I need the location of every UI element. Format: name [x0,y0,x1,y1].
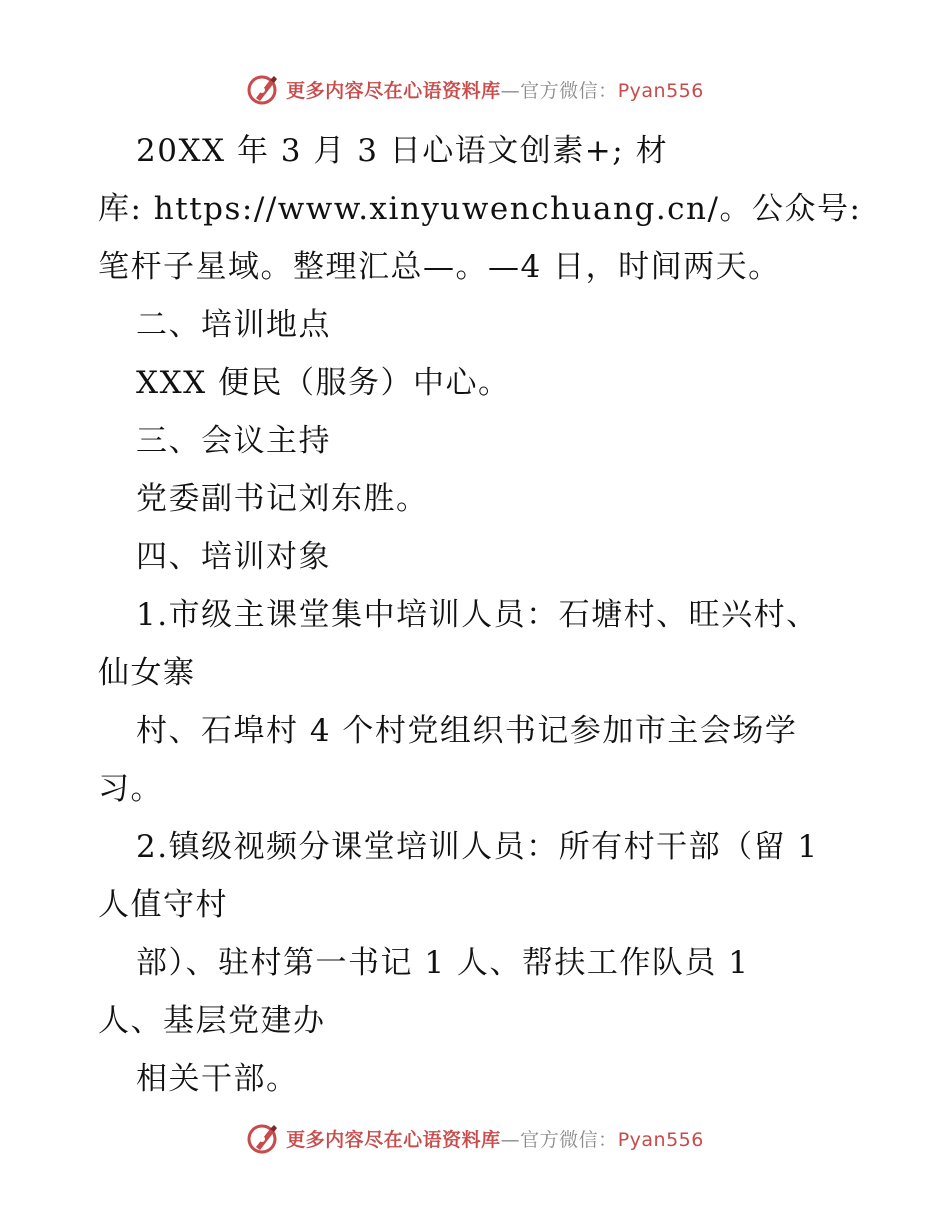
document-line: 1.市级主课堂集中培训人员：石塘村、旺兴村、 [136,597,819,633]
document-line: 相关干部。 [136,1061,299,1097]
document-line: 村、石埠村 4 个村党组织书记参加市主会场学 [136,713,798,749]
footer-dash: — [500,1128,521,1151]
header-dash: — [500,79,521,102]
header-banner [0,72,950,106]
header-banner-text [286,76,704,103]
document-line: 20XX 年 3 月 3 日心语文创素+; 材 [136,133,669,169]
pen-logo-icon [246,1121,280,1155]
document-line: XXX 便民（服务）中心。 [136,365,511,401]
document-line: 人、基层党建办 [98,1003,326,1039]
section-heading-participants: 四、培训对象 [136,539,331,575]
footer-wechat-account: Pyan556 [617,1128,704,1151]
header-wechat-label: 官方微信： [520,79,618,102]
footer-site-text: 更多内容尽在心语资料库 [286,1128,501,1151]
footer-banner [0,1121,950,1155]
document-line: 人值守村 [98,887,228,923]
footer-wechat-label: 官方微信： [520,1128,618,1151]
document-line: 2.镇级视频分课堂培训人员：所有村干部（留 1 [136,829,819,865]
header-wechat-account: Pyan556 [617,79,704,102]
document-body [98,122,862,1108]
document-line: 部）、驻村第一书记 1 人、帮扶工作队员 1 [136,945,750,981]
document-line: 仙女寨 [98,655,196,691]
document-line: 库: https://www.xinyuwenchuang.cn/。公众号: [98,191,862,227]
document-line: 习。 [98,771,163,807]
footer-banner-text [286,1125,704,1152]
document-line: 笔杆子星域。整理汇总—。—4 日，时间两天。 [98,249,781,285]
header-site-text: 更多内容尽在心语资料库 [286,79,501,102]
section-heading-host: 三、会议主持 [136,423,331,459]
section-heading-location: 二、培训地点 [136,307,331,343]
pen-logo-icon [246,72,280,106]
document-line: 党委副书记刘东胜。 [136,481,429,517]
